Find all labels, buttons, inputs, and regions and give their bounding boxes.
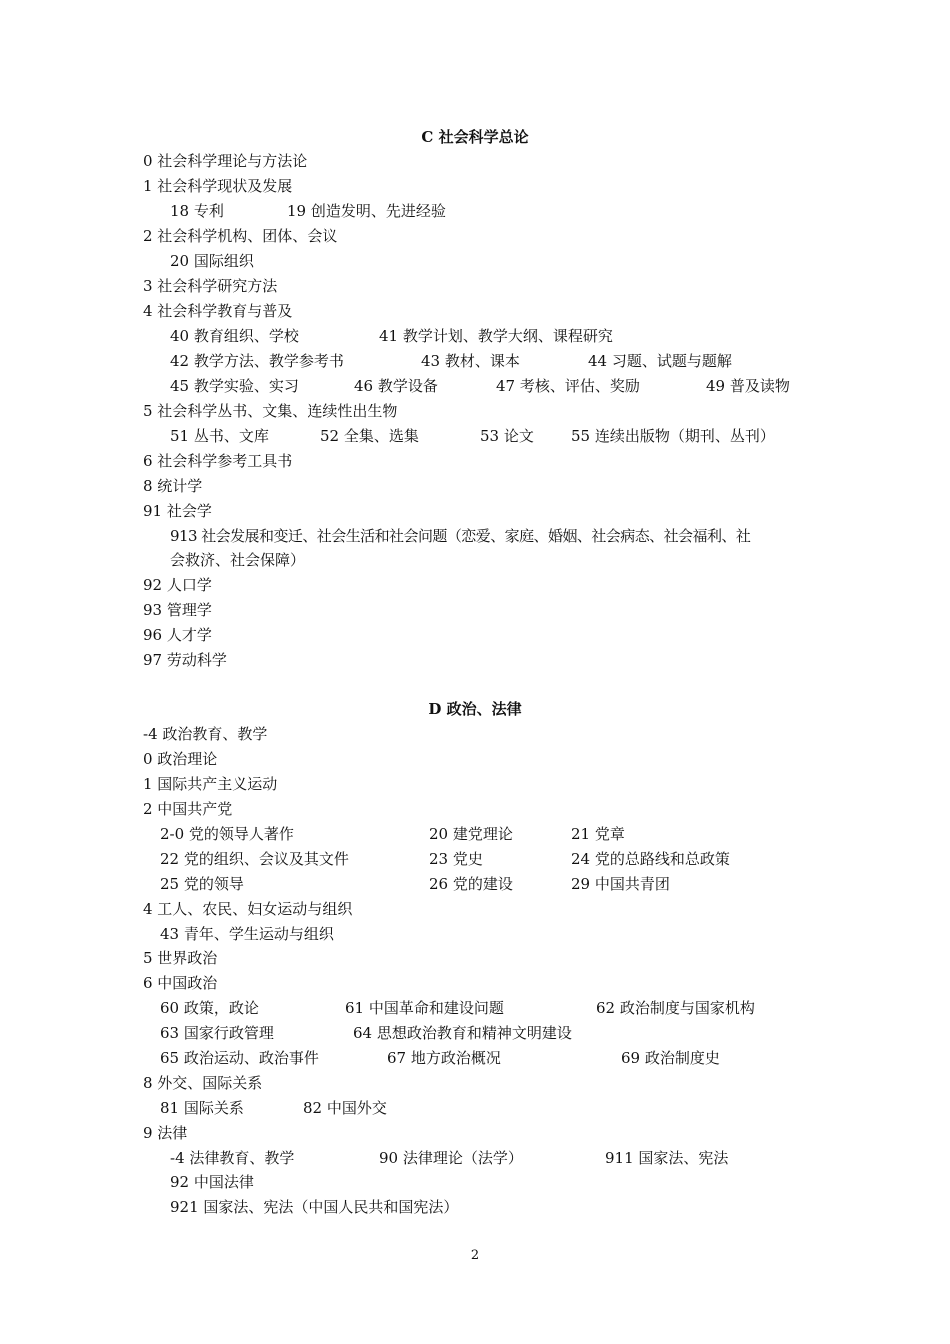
subclass-entry: 92 中国法律 xyxy=(170,1173,254,1191)
subclass-entry: 23 党史 xyxy=(429,850,483,868)
subclass-entry: 44 习题、试题与题解 xyxy=(588,352,732,370)
class-entry: 8 统计学 xyxy=(143,477,203,495)
subclass-entry: 82 中国外交 xyxy=(303,1099,387,1117)
class-entry: 8 外交、国际关系 xyxy=(143,1074,263,1092)
subclass-entry: 18 专利 xyxy=(170,202,224,220)
subclass-entry: 911 国家法、宪法 xyxy=(605,1149,729,1167)
subclass-entry: 19 创造发明、先进经验 xyxy=(287,202,446,220)
subclass-entry: 46 教学设备 xyxy=(354,377,438,395)
subclass-entry: 55 连续出版物（期刊、丛刊） xyxy=(571,427,775,445)
class-entry: 92 人口学 xyxy=(143,576,212,594)
class-entry: 96 人才学 xyxy=(143,626,212,644)
class-entry: 2 中国共产党 xyxy=(143,800,233,818)
subclass-entry: 2-0 党的领导人著作 xyxy=(160,825,294,843)
subclass-entry: 25 党的领导 xyxy=(160,875,244,893)
subclass-entry: 53 论文 xyxy=(480,427,534,445)
class-entry: 1 社会科学现状及发展 xyxy=(143,177,293,195)
class-entry: 4 社会科学教育与普及 xyxy=(143,302,293,320)
class-entry: 0 政治理论 xyxy=(143,750,218,768)
subclass-entry: 61 中国革命和建设问题 xyxy=(345,999,504,1017)
subclass-entry: 24 党的总路线和总政策 xyxy=(571,850,730,868)
subclass-entry: 43 青年、学生运动与组织 xyxy=(160,925,334,943)
subclass-entry: 81 国际关系 xyxy=(160,1099,244,1117)
class-entry: -4 政治教育、教学 xyxy=(143,725,268,743)
subclass-entry: 52 全集、选集 xyxy=(320,427,419,445)
class-entry: 2 社会科学机构、团体、会议 xyxy=(143,227,338,245)
subclass-entry-continuation: 会救济、社会保障） xyxy=(170,551,306,569)
subclass-entry: 921 国家法、宪法（中国人民共和国宪法） xyxy=(170,1198,459,1216)
subclass-entry: 20 国际组织 xyxy=(170,252,254,270)
class-entry: 5 社会科学丛书、文集、连续性出生物 xyxy=(143,402,398,420)
class-entry: 3 社会科学研究方法 xyxy=(143,277,278,295)
subclass-entry: 41 教学计划、教学大纲、课程研究 xyxy=(379,327,613,345)
subclass-entry: 63 国家行政管理 xyxy=(160,1024,274,1042)
class-entry: 6 中国政治 xyxy=(143,974,218,992)
subclass-entry: 62 政治制度与国家机构 xyxy=(596,999,755,1017)
subclass-entry: 42 教学方法、教学参考书 xyxy=(170,352,344,370)
class-entry: 91 社会学 xyxy=(143,502,212,520)
class-entry: 5 世界政治 xyxy=(143,949,218,967)
subclass-entry: 29 中国共青团 xyxy=(571,875,670,893)
class-entry: 0 社会科学理论与方法论 xyxy=(143,152,308,170)
subclass-entry: 51 丛书、文库 xyxy=(170,427,269,445)
page-number: 2 xyxy=(470,1248,480,1263)
subclass-entry: -4 法律教育、教学 xyxy=(170,1149,295,1167)
subclass-entry: 69 政治制度史 xyxy=(621,1049,720,1067)
section-c-heading: C 社会科学总论 xyxy=(421,128,529,146)
subclass-entry: 20 建党理论 xyxy=(429,825,513,843)
class-entry: 93 管理学 xyxy=(143,601,212,619)
class-entry: 4 工人、农民、妇女运动与组织 xyxy=(143,900,353,918)
subclass-entry: 64 思想政治教育和精神文明建设 xyxy=(353,1024,572,1042)
subclass-entry: 90 法律理论（法学） xyxy=(379,1149,523,1167)
class-entry: 1 国际共产主义运动 xyxy=(143,775,278,793)
section-d-heading: D 政治、法律 xyxy=(428,700,522,718)
subclass-entry: 65 政治运动、政治事件 xyxy=(160,1049,319,1067)
class-entry: 97 劳动科学 xyxy=(143,651,227,669)
subclass-entry: 67 地方政治概况 xyxy=(387,1049,501,1067)
subclass-entry: 45 教学实验、实习 xyxy=(170,377,299,395)
subclass-entry: 60 政策，政论 xyxy=(160,999,259,1017)
subclass-entry: 43 教材、课本 xyxy=(421,352,520,370)
class-entry: 9 法律 xyxy=(143,1124,188,1142)
subclass-entry: 49 普及读物 xyxy=(706,377,790,395)
subclass-entry: 47 考核、评估、奖励 xyxy=(496,377,640,395)
subclass-entry: 21 党章 xyxy=(571,825,625,843)
subclass-entry: 913 社会发展和变迁、社会生活和社会问题（恋爱、家庭、婚姻、社会病态、社会福利、社 xyxy=(170,527,751,545)
class-entry: 6 社会科学参考工具书 xyxy=(143,452,293,470)
subclass-entry: 22 党的组织、会议及其文件 xyxy=(160,850,349,868)
subclass-entry: 26 党的建设 xyxy=(429,875,513,893)
subclass-entry: 40 教育组织、学校 xyxy=(170,327,299,345)
